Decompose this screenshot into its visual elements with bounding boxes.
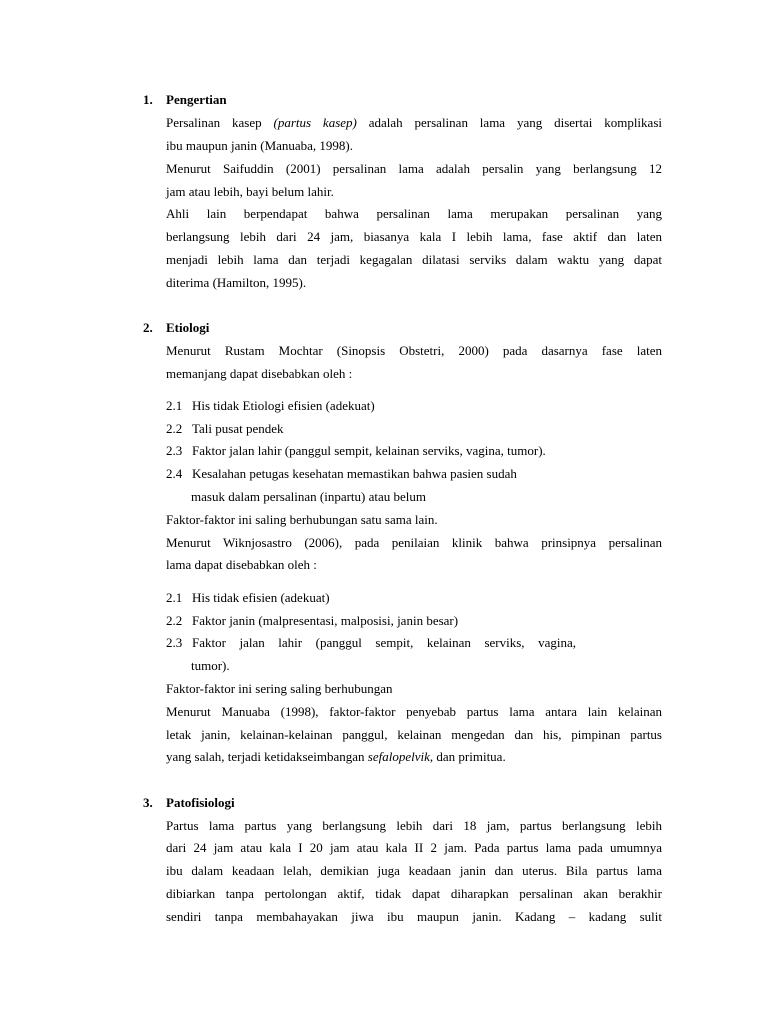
section-number: 3.	[143, 795, 153, 810]
paragraph-line: ibu dalam keadaan lelah, demikian juga keadaan janin dan uterus. Bila partus lama	[166, 863, 662, 878]
paragraph-line: Faktor-faktor ini saling berhubungan satu sama lain.	[166, 512, 438, 527]
paragraph-line: Faktor-faktor ini sering saling berhubungan	[166, 681, 393, 696]
list-item: 2.4 Kesalahan petugas kesehatan memastikan bahwa pasien sudah	[166, 466, 517, 481]
paragraph-line: dibiarkan tanpa pertolongan aktif, tidak dapat diharapkan persalinan akan berakhir	[166, 886, 662, 901]
list-item: 2.3 Faktor jalan lahir (panggul sempit, kelainan serviks, vagina, tumor).	[166, 443, 546, 458]
list-item: 2.2 Faktor janin (malpresentasi, malposisi, janin besar)	[166, 613, 459, 628]
section-title-etiologi: Etiologi	[166, 320, 210, 335]
paragraph-line: jam atau lebih, bayi belum lahir.	[166, 184, 334, 199]
paragraph-line: Persalinan kasep (partus kasep) adalah persalinan lama yang disertai komplikasi	[166, 115, 662, 130]
paragraph-line: Menurut Rustam Mochtar (Sinopsis Obstetri, 2000) pada dasarnya fase laten	[166, 343, 662, 358]
paragraph-line: lama dapat disebabkan oleh :	[166, 557, 317, 572]
list-item: 2.1 His tidak efisien (adekuat)	[166, 590, 330, 605]
paragraph-line: memanjang dapat disebabkan oleh :	[166, 366, 353, 381]
paragraph-line: berlangsung lebih dari 24 jam, biasanya kala I lebih lama, fase aktif dan laten	[166, 229, 662, 244]
paragraph-line: menjadi lebih lama dan terjadi kegagalan dilatasi serviks dalam waktu yang dapat	[166, 252, 662, 267]
section-number: 1.	[143, 92, 153, 107]
list-item: 2.3 Faktor jalan lahir (panggul sempit, kelainan serviks, vagina,	[166, 635, 576, 650]
section-title-patofisiologi: Patofisiologi	[166, 795, 235, 810]
list-item: 2.1 His tidak Etiologi efisien (adekuat)	[166, 398, 375, 413]
list-item: 2.2 Tali pusat pendek	[166, 421, 284, 436]
paragraph-line: letak janin, kelainan-kelainan panggul, kelainan mengedan dan his, pimpinan partus	[166, 727, 662, 742]
list-item-continuation: tumor).	[191, 658, 230, 673]
paragraph-line: sendiri tanpa membahayakan jiwa ibu maupun janin. Kadang – kadang sulit	[166, 909, 662, 924]
list-item-continuation: masuk dalam persalinan (inpartu) atau belum	[191, 489, 427, 504]
paragraph-line: yang salah, terjadi ketidakseimbangan sefalopelvik, dan primitua.	[166, 749, 506, 764]
paragraph-line: Menurut Manuaba (1998), faktor-faktor penyebab partus lama antara lain kelainan	[166, 704, 662, 719]
paragraph-line: Partus lama partus yang berlangsung lebih dari 18 jam, partus berlangsung lebih	[166, 818, 662, 833]
paragraph-line: Menurut Wiknjosastro (2006), pada penilaian klinik bahwa prinsipnya persalinan	[166, 535, 662, 550]
paragraph-line: Ahli lain berpendapat bahwa persalinan lama merupakan persalinan yang	[166, 206, 662, 221]
section-title-pengertian: Pengertian	[166, 92, 227, 107]
paragraph-line: Menurut Saifuddin (2001) persalinan lama adalah persalin yang berlangsung 12	[166, 161, 662, 176]
section-number: 2.	[143, 320, 153, 335]
paragraph-line: dari 24 jam atau kala I 20 jam atau kala II 2 jam. Pada partus lama pada umumnya	[166, 840, 662, 855]
paragraph-line: ibu maupun janin (Manuaba, 1998).	[166, 138, 354, 153]
paragraph-line: diterima (Hamilton, 1995).	[166, 275, 307, 290]
